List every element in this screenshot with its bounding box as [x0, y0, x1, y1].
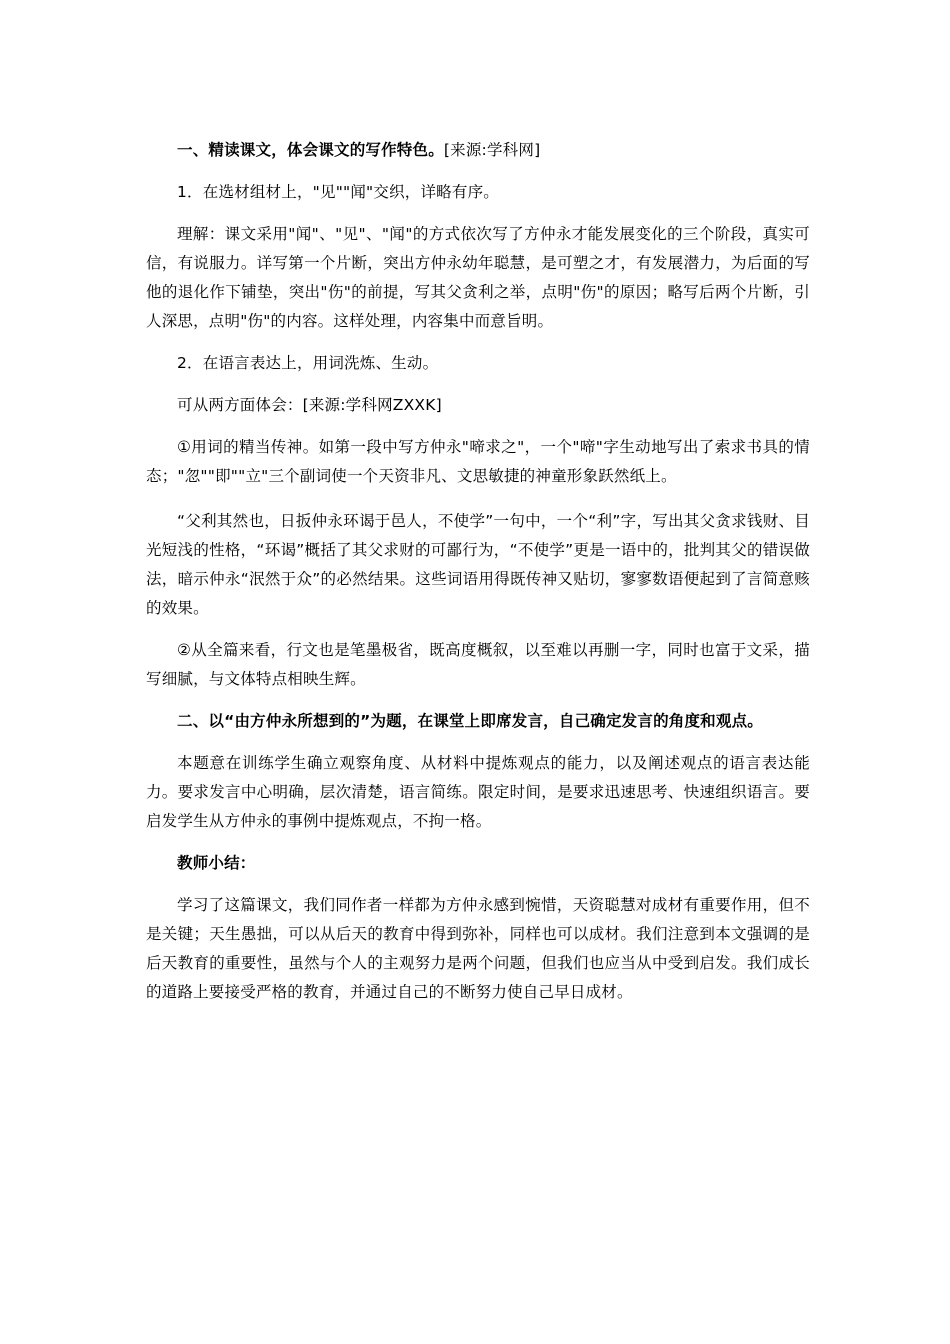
- section1-heading-text: 一、精读课文，体会课文的写作特色。: [177, 141, 444, 159]
- point1-title: 1．在选材组材上，"见""闻"交织，详略有序。: [177, 183, 499, 201]
- point1-explanation: 理解：课文采用"闻"、"见"、"闻"的方式依次写了方仲永才能发展变化的三个阶段，真实可信，有说服力。详写第一个片断，突出方仲永幼年聪慧，是可塑之才，有发展潜力，为后面的写他的退化作下铺垫，突出"伤"的前提，写其父贪利之举，点明"伤"的原因；略写后两个片断，引人深思，点明"伤"的内容。这样处理，内容集中而意旨明。: [146, 225, 810, 330]
- section1-heading: [146, 136, 810, 165]
- document-page: [146, 136, 810, 1007]
- item1-paragraph: ①用词的精当传神。如第一段中写方仲永"啼求之"，一个"啼"字生动地写出了索求书具的情态；"忽""即""立"三个副词使一个天资非凡、文思敏捷的神童形象跃然纸上。: [146, 438, 810, 485]
- summary-heading: 教师小结：: [177, 854, 256, 872]
- section1-heading-source: [来源:学科网]: [443, 141, 541, 159]
- section2-body: 本题意在训练学生确立观察角度、从材料中提炼观点的能力，以及阐述观点的语言表达能力。要求发言中心明确，层次清楚，语言简练。限定时间，是要求迅速思考、快速组织语言。要启发学生从方仲永的事例中提炼观点，不拘一格。: [146, 754, 810, 830]
- point2-intro: 可从两方面体会：[来源:学科网ZXXK]: [177, 396, 442, 414]
- item1-continued-paragraph: “父利其然也，日扳仲永环谒于邑人，不使学”一句中，一个“利”字，写出其父贪求钱财、目光短浅的性格，“环谒”概括了其父求财的可鄙行为，“不使学”更是一语中的，批判其父的错误做法，暗示仲永“泯然于众”的必然结果。这些词语用得既传神又贴切，寥寥数语便起到了言简意赅的效果。: [146, 512, 810, 617]
- item2-paragraph: ②从全篇来看，行文也是笔墨极省，既高度概叙，以至难以再删一字，同时也富于文采，描写细腻，与文体特点相映生辉。: [146, 641, 810, 688]
- summary-body: 学习了这篇课文，我们同作者一样都为方仲永感到惋惜，天资聪慧对成材有重要作用，但不是关键；天生愚拙，可以从后天的教育中得到弥补，同样也可以成材。我们注意到本文强调的是后天教育的重要性，虽然与个人的主观努力是两个问题，但我们也应当从中受到启发。我们成长的道路上要接受严格的教育，并通过自己的不断努力使自己早日成材。: [146, 896, 810, 1001]
- point2-title: 2．在语言表达上，用词洗炼、生动。: [177, 354, 439, 372]
- section2-heading: 二、以“由方仲永所想到的”为题，在课堂上即席发言，自己确定发言的角度和观点。: [177, 712, 763, 730]
